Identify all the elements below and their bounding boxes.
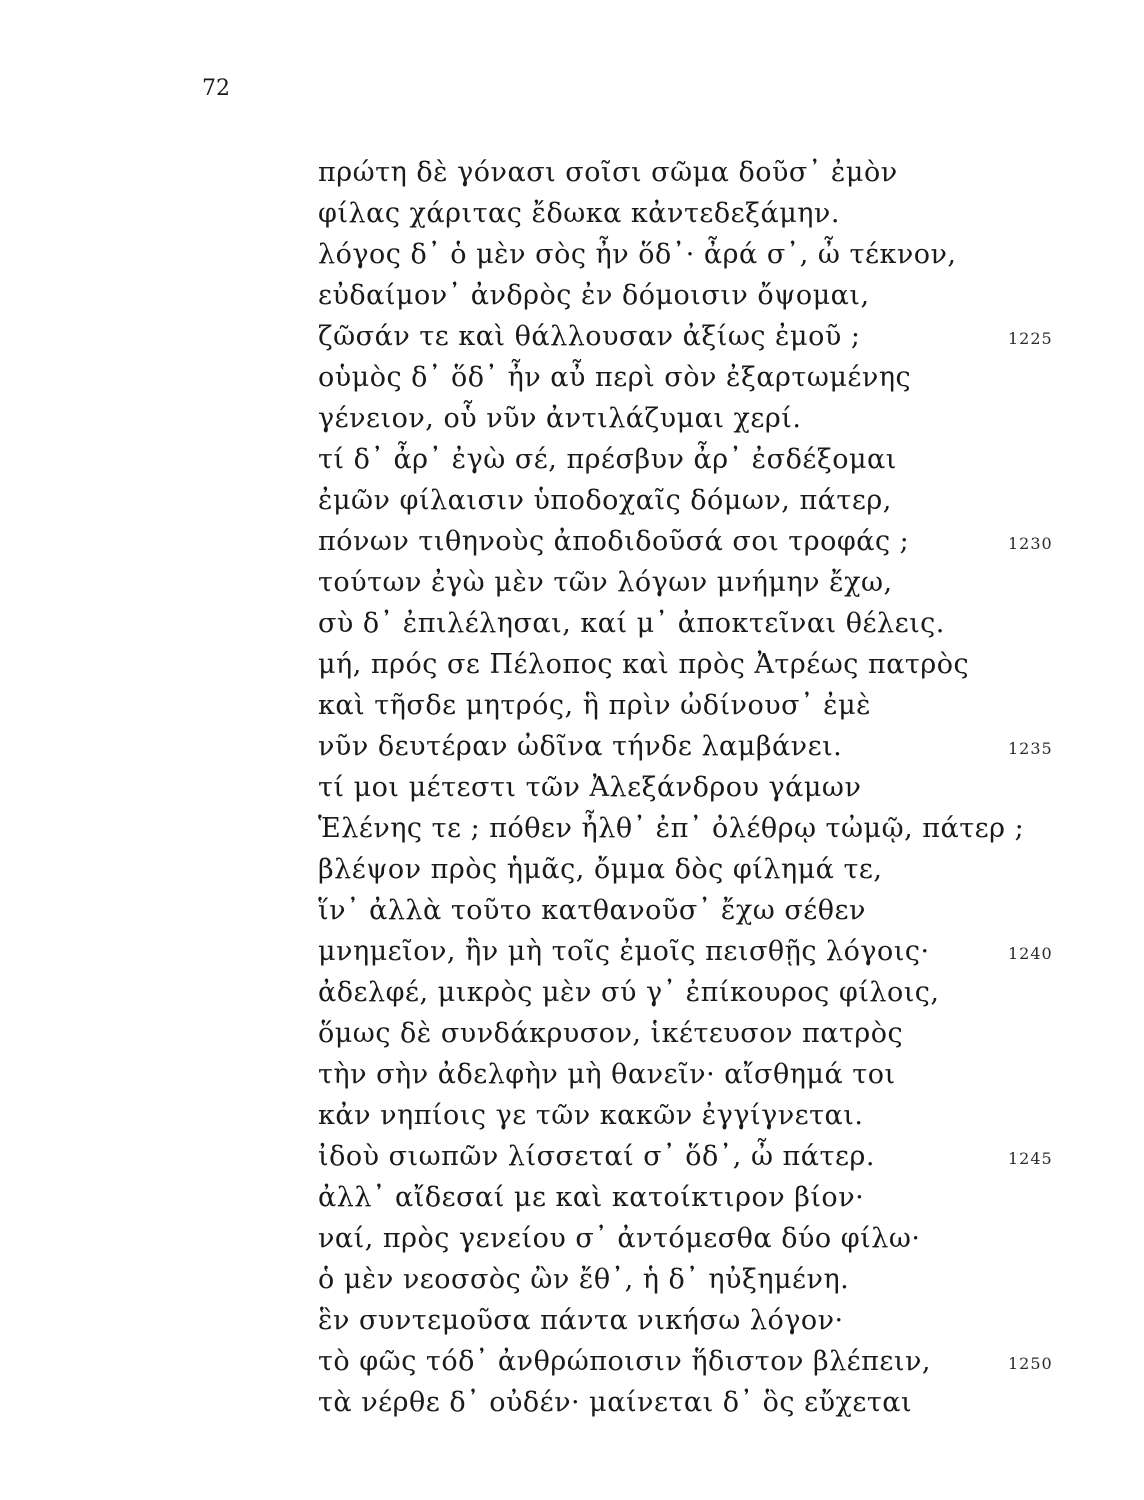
- verse-line: [318, 726, 1053, 767]
- verse-line-text: ἰδοὺ σιωπῶν λίσσεταί σ᾽ ὅδ᾽, ὦ πάτερ.: [318, 1141, 875, 1172]
- verse-line: [318, 316, 1053, 357]
- verse-line: [318, 767, 1038, 808]
- line-number: 1250: [1008, 1354, 1053, 1373]
- verse-line-text: φίλας χάριτας ἔδωκα κἀντεδεξάμην.: [318, 198, 840, 229]
- verse-line-text: τούτων ἐγὼ μὲν τῶν λόγων μνήμην ἔχω,: [318, 567, 893, 598]
- verse-line: [318, 562, 1038, 603]
- page-number: 72: [202, 76, 230, 101]
- verse-line-text: ἀδελφέ, μικρὸς μὲν σύ γ᾽ ἐπίκουρος φίλοις,: [318, 977, 940, 1008]
- verse-line-text: τὸ φῶς τόδ᾽ ἀνθρώποισιν ἥδιστον βλέπειν,: [318, 1346, 931, 1377]
- verse-line-text: γένειον, οὗ νῦν ἀντιλάζυμαι χερί.: [318, 403, 802, 434]
- verse-line: [318, 357, 1038, 398]
- verse-line-text: οὑμὸς δ᾽ ὅδ᾽ ἦν αὖ περὶ σὸν ἐξαρτωμένης: [318, 362, 912, 393]
- verse-line: [318, 521, 1053, 562]
- verse-line: [318, 1259, 1038, 1300]
- line-number: 1230: [1008, 534, 1053, 553]
- verse-line-text: νῦν δευτέραν ὠδῖνα τήνδε λαμβάνει.: [318, 731, 843, 762]
- line-number: 1235: [1008, 739, 1053, 758]
- verse-line-text: Ἑλένης τε ; πόθεν ἦλθ᾽ ἐπ᾽ ὀλέθρῳ τὠμῷ, πάτερ ;: [318, 813, 1025, 844]
- verse-line: [318, 1177, 1038, 1218]
- verse-line: [318, 1013, 1038, 1054]
- verse-line: [318, 152, 1038, 193]
- verse-line-text: καὶ τῆσδε μητρός, ἣ πρὶν ὠδίνουσ᾽ ἐμὲ: [318, 690, 872, 721]
- verse-line-text: πρώτη δὲ γόνασι σοῖσι σῶμα δοῦσ᾽ ἐμὸν: [318, 157, 898, 188]
- verse-line: [318, 1136, 1053, 1177]
- verse-line-text: ὅμως δὲ συνδάκρυσον, ἱκέτευσον πατρὸς: [318, 1018, 904, 1049]
- verse-line-text: ναί, πρὸς γενείου σ᾽ ἀντόμεσθα δύο φίλω·: [318, 1223, 921, 1254]
- verse-line: [318, 439, 1038, 480]
- verse-line: [318, 1218, 1038, 1259]
- verse-line-text: μνημεῖον, ἢν μὴ τοῖς ἐμοῖς πεισθῇς λόγοις·: [318, 936, 930, 967]
- verse-line-text: κἀν νηπίοις γε τῶν κακῶν ἐγγίγνεται.: [318, 1100, 864, 1131]
- verse-line: [318, 1095, 1038, 1136]
- verse-line: [318, 1341, 1053, 1382]
- verse-line: [318, 234, 1038, 275]
- verse-line-text: τὰ νέρθε δ᾽ οὐδέν· μαίνεται δ᾽ ὃς εὔχεται: [318, 1387, 913, 1418]
- verse-line-text: λόγος δ᾽ ὁ μὲν σὸς ἦν ὅδ᾽· ἆρά σ᾽, ὦ τέκνον,: [318, 239, 957, 270]
- line-number: 1245: [1008, 1149, 1053, 1168]
- verse-line: [318, 603, 1038, 644]
- verse-line-text: ἵν᾽ ἀλλὰ τοῦτο κατθανοῦσ᾽ ἔχω σέθεν: [318, 895, 866, 926]
- verse-line: [318, 1300, 1038, 1341]
- verse-line-text: τί μοι μέτεστι τῶν Ἀλεξάνδρου γάμων: [318, 772, 862, 803]
- verse-line-text: εὐδαίμον᾽ ἀνδρὸς ἐν δόμοισιν ὄψομαι,: [318, 280, 870, 311]
- verse-line: [318, 1382, 1038, 1423]
- verse-line: [318, 808, 1038, 849]
- line-number: 1225: [1008, 329, 1053, 348]
- verse-line: [318, 480, 1038, 521]
- verse-line: [318, 275, 1038, 316]
- verse-line: [318, 398, 1038, 439]
- verse-line: [318, 890, 1038, 931]
- verse-line-text: ζῶσάν τε καὶ θάλλουσαν ἀξίως ἐμοῦ ;: [318, 321, 861, 352]
- verse-line: [318, 193, 1038, 234]
- verse-line-text: ἐμῶν φίλαισιν ὑποδοχαῖς δόμων, πάτερ,: [318, 485, 892, 516]
- verse-line-text: τί δ᾽ ἆρ᾽ ἐγὼ σέ, πρέσβυν ἆρ᾽ ἐσδέξομαι: [318, 444, 897, 475]
- verse-line-text: ἓν συντεμοῦσα πάντα νικήσω λόγον·: [318, 1305, 844, 1336]
- verse-line-text: βλέψον πρὸς ἡμᾶς, ὄμμα δὸς φίλημά τε,: [318, 854, 883, 885]
- verse-line-text: ὁ μὲν νεοσσὸς ὢν ἔθ᾽, ἡ δ᾽ ηὐξημένη.: [318, 1264, 850, 1295]
- verse-line: [318, 644, 1038, 685]
- verse-line: [318, 931, 1053, 972]
- verse-line: [318, 1054, 1038, 1095]
- verse-line-text: μή, πρός σε Πέλοπος καὶ πρὸς Ἀτρέως πατρὸς: [318, 649, 970, 680]
- verse-line-text: ἀλλ᾽ αἴδεσαί με καὶ κατοίκτιρον βίον·: [318, 1182, 865, 1213]
- verse-line-text: πόνων τιθηνοὺς ἀποδιδοῦσά σοι τροφάς ;: [318, 526, 910, 557]
- verse-line-text: σὺ δ᾽ ἐπιλέλησαι, καί μ᾽ ἀποκτεῖναι θέλεις.: [318, 608, 945, 639]
- verse-line-text: τὴν σὴν ἀδελφὴν μὴ θανεῖν· αἴσθημά τοι: [318, 1059, 896, 1090]
- line-number: 1240: [1008, 944, 1053, 963]
- verse-block: [318, 152, 1053, 1423]
- verse-line: [318, 972, 1038, 1013]
- verse-line: [318, 849, 1038, 890]
- verse-line: [318, 685, 1038, 726]
